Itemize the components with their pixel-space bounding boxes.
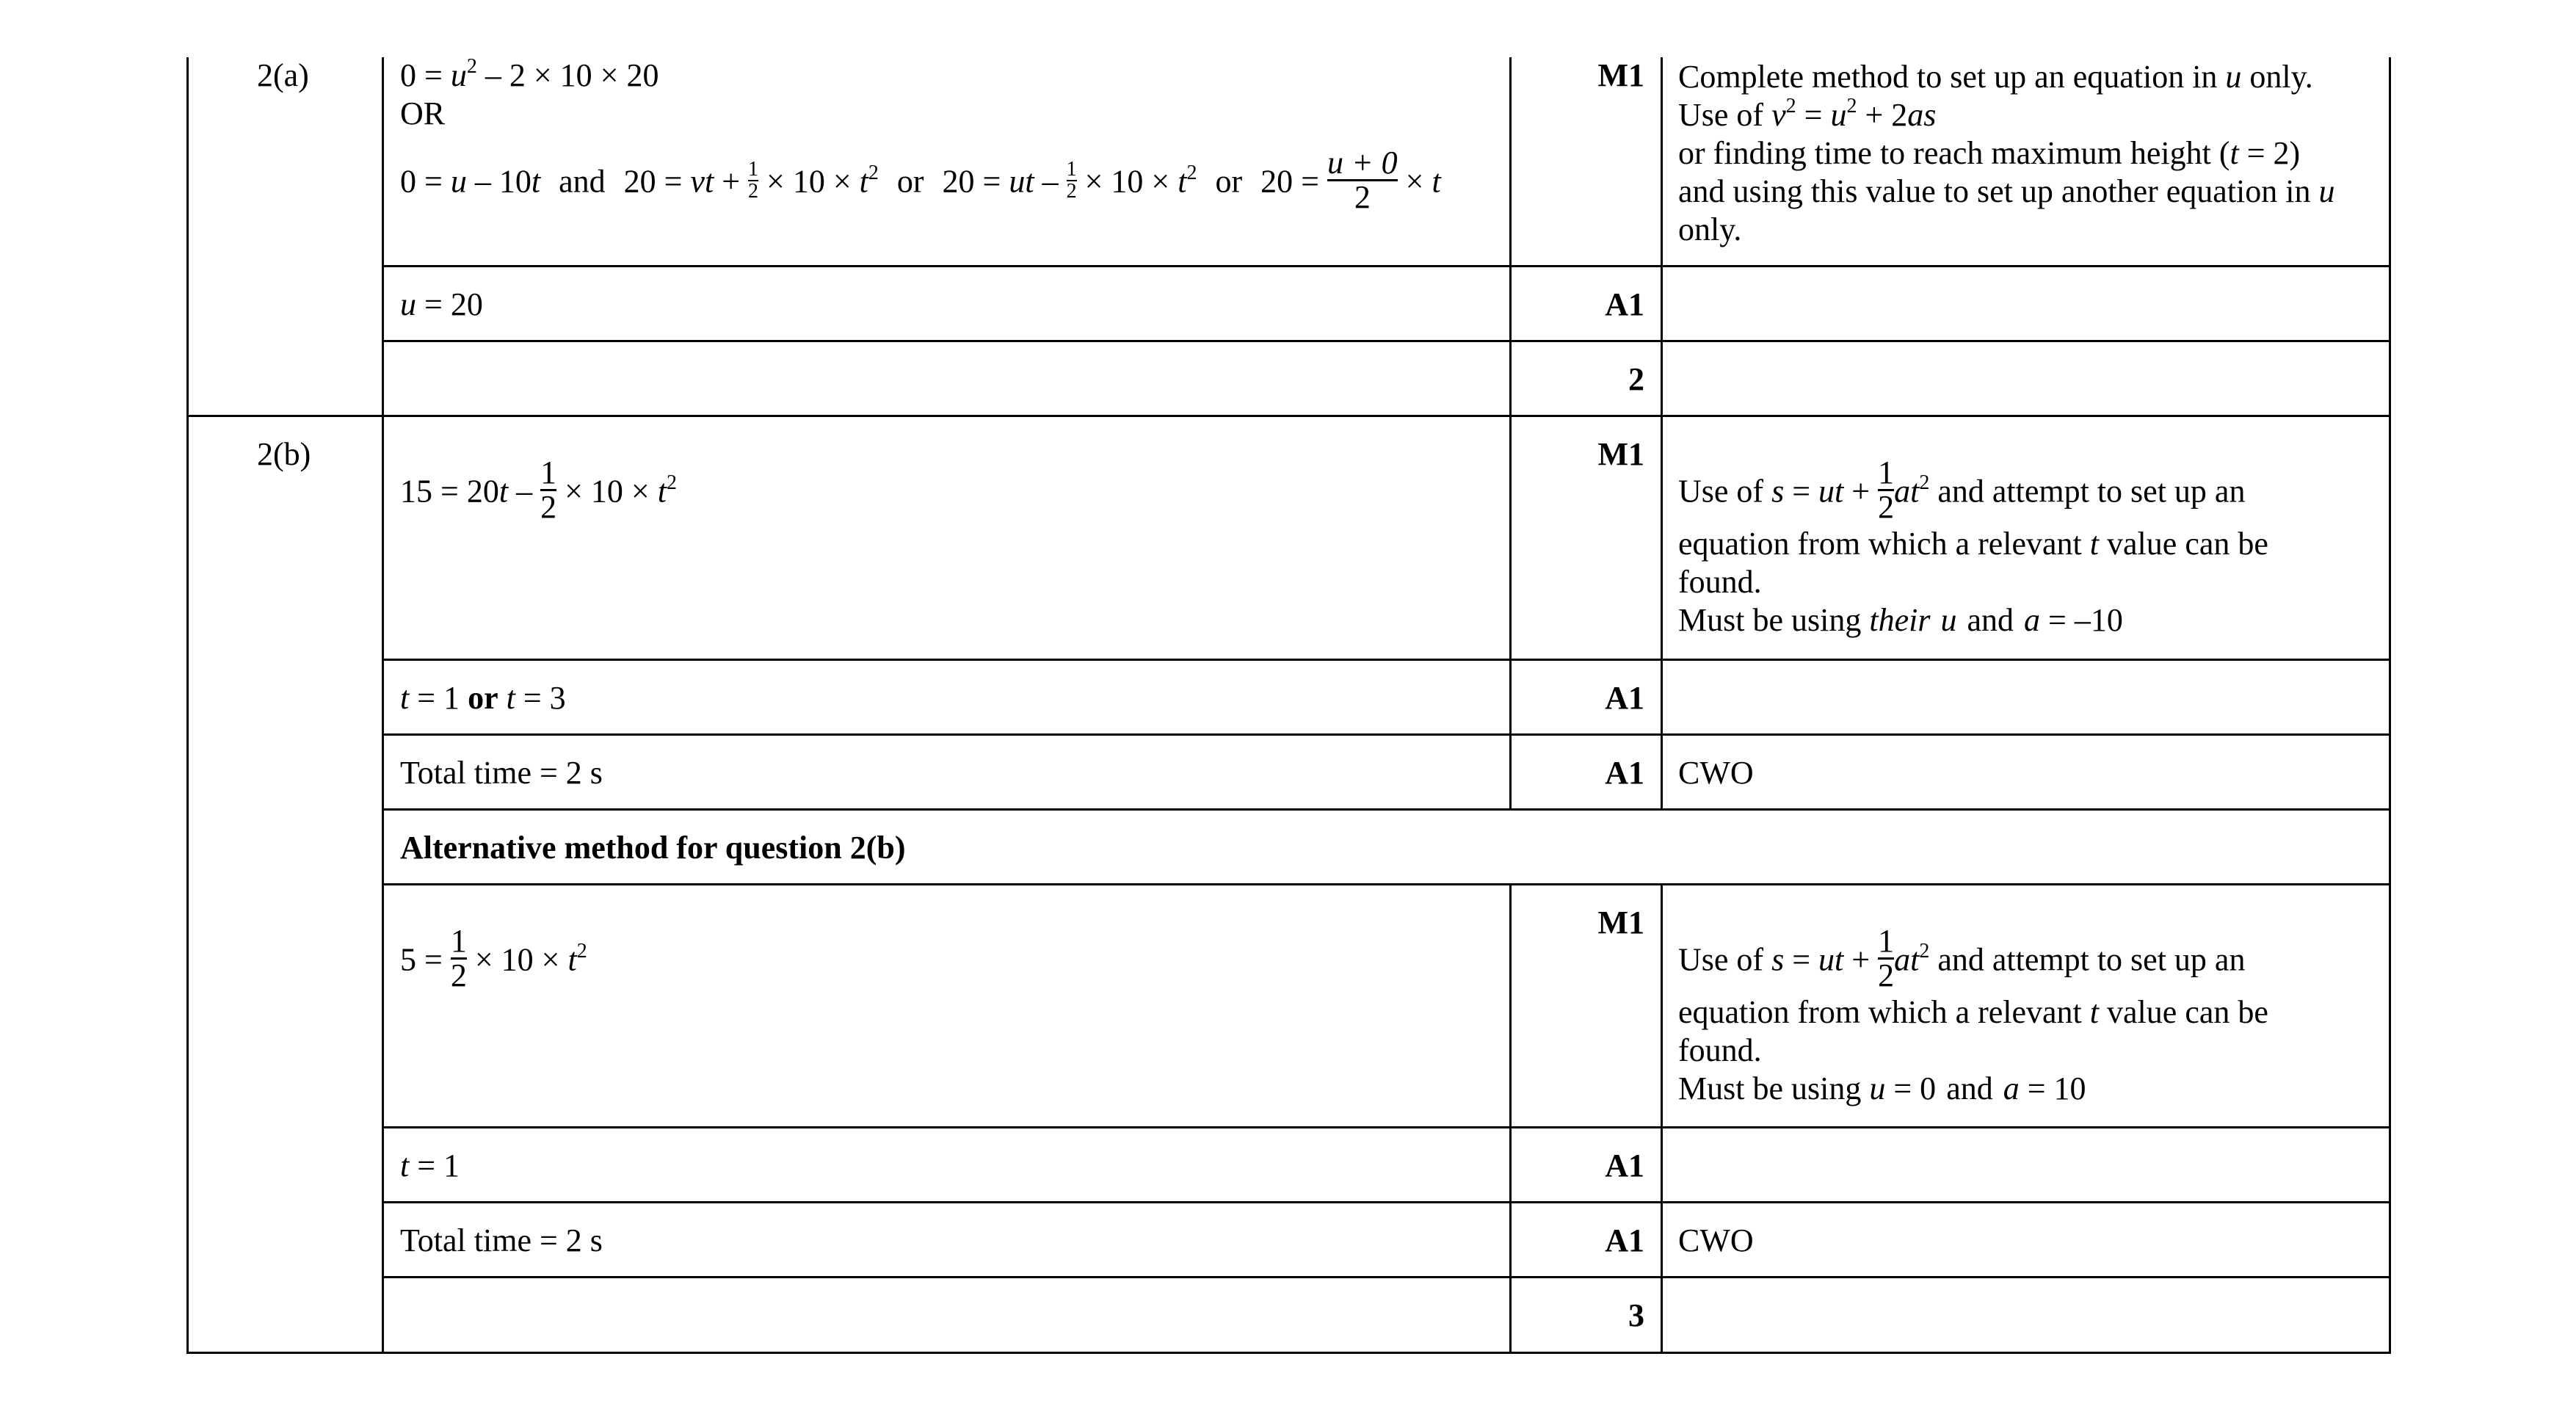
- working-2b-alt-total-time: Total time = 2 s: [400, 1222, 603, 1258]
- text: and attempt to set up an: [1929, 473, 2246, 510]
- vline-outer-right: [2389, 57, 2391, 1354]
- text: Must be using: [1678, 1070, 1870, 1106]
- text: =: [1784, 941, 1819, 978]
- guidance-2a-line4: [1678, 172, 2335, 211]
- fraction: [748, 159, 758, 202]
- hline-9: [382, 1201, 2391, 1203]
- alternative-method-heading: Alternative method for question 2(b): [400, 830, 906, 866]
- text: – 2 × 10 × 20: [476, 57, 659, 93]
- text: = 10: [2019, 1070, 2086, 1106]
- hline-5: [382, 733, 2391, 736]
- text: +: [1843, 941, 1879, 978]
- hline-1: [382, 265, 2391, 267]
- text: Use of: [1678, 97, 1772, 133]
- hline-8: [382, 1126, 2391, 1128]
- var: t: [1432, 163, 1441, 200]
- guidance-2b-alt-cwo: CWO: [1678, 1222, 1754, 1258]
- text: = 20: [416, 286, 483, 322]
- text: or: [1215, 163, 1243, 200]
- text: = 1: [409, 1148, 460, 1184]
- working-2b-alt-equation: [400, 923, 587, 996]
- mark-2b-a1-total: A1: [1605, 755, 1644, 791]
- text: 20 =: [1260, 163, 1327, 200]
- hline-3: [186, 415, 2391, 417]
- text: =: [1784, 473, 1819, 510]
- text: or: [896, 163, 924, 200]
- working-2b-equation: [400, 454, 677, 528]
- text: or finding time to reach maximum height (: [1678, 135, 2230, 171]
- text: only.: [2241, 59, 2313, 95]
- hline-bottom: [186, 1352, 2391, 1354]
- text: = –10: [2040, 602, 2123, 638]
- text: = 2): [2238, 135, 2301, 171]
- working-2a-equations: [400, 145, 1441, 218]
- numerator: 1: [1878, 923, 1895, 959]
- var: t: [400, 1148, 410, 1184]
- var: u: [2318, 173, 2335, 209]
- var: u: [1940, 602, 1957, 638]
- var: a: [2024, 602, 2040, 638]
- vline-mark-left-a: [1509, 57, 1512, 811]
- guidance-2b-alt-line2: [1678, 993, 2268, 1032]
- text: +: [1843, 473, 1879, 510]
- mark-2b-alt-m1: M1: [1597, 905, 1644, 941]
- fraction: [1878, 454, 1895, 525]
- numerator: u + 0: [1327, 145, 1398, 181]
- var: t: [567, 941, 577, 978]
- var: t: [498, 473, 509, 510]
- var: t: [531, 163, 541, 200]
- guidance-2b-line1: [1678, 454, 2246, 528]
- text: and attempt to set up an: [1929, 941, 2246, 978]
- exponent: 2: [466, 55, 477, 78]
- text: =: [1796, 97, 1831, 133]
- working-2a-answer: [400, 285, 483, 324]
- denominator: 2: [1878, 957, 1895, 993]
- mark-2a-total: 2: [1628, 361, 1644, 397]
- vline-guidance-left-a: [1661, 57, 1663, 811]
- fraction: [1067, 159, 1077, 202]
- numerator: 1: [1066, 157, 1077, 181]
- exponent: 2: [666, 471, 677, 494]
- mark-2b-m1: M1: [1597, 436, 1644, 472]
- text: –: [1034, 163, 1067, 200]
- var: v: [1771, 97, 1786, 133]
- text: 15 = 20: [400, 473, 499, 510]
- denominator: 2: [540, 489, 557, 525]
- text: + 2: [1857, 97, 1908, 133]
- denominator: 2: [1327, 179, 1398, 214]
- denominator: 2: [1878, 489, 1895, 525]
- mark-2a-m1: M1: [1597, 57, 1644, 93]
- text: Use of: [1678, 473, 1772, 510]
- text: 20 =: [942, 163, 1009, 200]
- var: u: [1869, 1070, 1886, 1106]
- text: and: [559, 163, 606, 200]
- hline-2: [382, 340, 2391, 342]
- text: Use of: [1678, 941, 1772, 978]
- question-label-2b: 2(b): [257, 436, 311, 472]
- guidance-2b-line4: [1678, 601, 2123, 639]
- text: and: [1967, 602, 2014, 638]
- exponent: 2: [576, 939, 587, 963]
- var: t: [657, 473, 667, 510]
- mark-2a-a1: A1: [1605, 286, 1644, 322]
- hline-4: [382, 659, 2391, 661]
- working-2a-or: OR: [400, 95, 446, 131]
- var: as: [1907, 97, 1937, 133]
- text: Must be using: [1678, 602, 1870, 638]
- var: t: [2089, 526, 2100, 562]
- mark-2b-alt-a1-root: A1: [1605, 1148, 1644, 1184]
- text: 0 =: [400, 57, 451, 93]
- text: = 0: [1885, 1070, 1937, 1106]
- exponent: 2: [868, 161, 879, 184]
- mark-2b-alt-a1-total: A1: [1605, 1222, 1644, 1258]
- var: t: [2089, 994, 2100, 1030]
- text: +: [714, 163, 749, 200]
- denominator: 2: [450, 957, 467, 993]
- text: and: [1946, 1070, 1993, 1106]
- guidance-2a-line1: [1678, 57, 2313, 96]
- var: u: [450, 163, 467, 200]
- guidance-2b-alt-line1: [1678, 923, 2246, 996]
- var: s: [1771, 941, 1785, 978]
- fraction: [451, 925, 467, 992]
- var: at: [1894, 473, 1920, 510]
- text: – 10: [466, 163, 531, 200]
- text-bold: or: [468, 680, 498, 716]
- guidance-2b-alt-line4: [1678, 1069, 2086, 1108]
- var: s: [1771, 473, 1785, 510]
- fraction: [540, 454, 557, 525]
- guidance-2a-line5: only.: [1678, 211, 1742, 247]
- text-italic: their: [1869, 602, 1931, 638]
- working-2b-alt-root: [400, 1146, 460, 1185]
- numerator: 1: [748, 157, 759, 181]
- vline-outer-left: [186, 57, 189, 1354]
- text: × 10 ×: [758, 163, 860, 200]
- text: value can be: [2099, 526, 2268, 562]
- var: u: [400, 286, 416, 322]
- working-2a-line1: [400, 56, 658, 99]
- text: × 10 ×: [1076, 163, 1178, 200]
- exponent: 2: [1919, 471, 1930, 494]
- var-u: u: [450, 57, 467, 93]
- exponent: 2: [1186, 161, 1197, 184]
- var: ut: [1009, 163, 1034, 200]
- text: equation from which a relevant: [1678, 994, 2090, 1030]
- text: –: [508, 473, 541, 510]
- var: a: [2003, 1070, 2020, 1106]
- var: vt: [690, 163, 714, 200]
- text: = 3: [515, 680, 566, 716]
- var: t: [2229, 135, 2239, 171]
- text: × 10 ×: [556, 473, 658, 510]
- var: t: [1178, 163, 1187, 200]
- var: u: [2225, 59, 2242, 95]
- var: t: [400, 680, 410, 716]
- mark-2b-total: 3: [1628, 1297, 1644, 1333]
- numerator: 1: [450, 923, 467, 959]
- text: ×: [1397, 163, 1432, 200]
- numerator: 1: [1878, 454, 1895, 490]
- fraction: [1327, 147, 1398, 214]
- guidance-2b-cwo: CWO: [1678, 755, 1754, 791]
- guidance-2b-alt-line3: found.: [1678, 1032, 1762, 1068]
- text: × 10 ×: [466, 941, 568, 978]
- question-label-2a: 2(a): [257, 57, 309, 93]
- exponent: 2: [1919, 939, 1930, 963]
- guidance-2b-line2: [1678, 524, 2268, 563]
- vline-working-left: [382, 57, 384, 1354]
- hline-6: [382, 808, 2391, 811]
- text: value can be: [2099, 994, 2268, 1030]
- denominator: 2: [1066, 179, 1077, 203]
- hline-10: [382, 1276, 2391, 1278]
- var: at: [1894, 941, 1920, 978]
- denominator: 2: [748, 179, 759, 203]
- fraction: [1878, 925, 1894, 992]
- text: 5 =: [400, 941, 451, 978]
- vline-mark-left-b: [1509, 885, 1512, 1354]
- vline-guidance-left-b: [1661, 885, 1663, 1354]
- hline-7: [382, 883, 2391, 885]
- mark-2b-a1-roots: A1: [1605, 680, 1644, 716]
- guidance-2a-line2: Use of $v^2 = u^2 + 2as$: [1678, 95, 1937, 133]
- var: t: [498, 680, 515, 716]
- working-2b-roots: [400, 678, 566, 717]
- guidance-2a-line3: [1678, 134, 2300, 173]
- working-2b-total-time: Total time = 2 s: [400, 755, 603, 791]
- text: = 1: [409, 680, 468, 716]
- var: ut: [1818, 473, 1844, 510]
- guidance-2b-line3: found.: [1678, 564, 1762, 600]
- var: ut: [1818, 941, 1844, 978]
- text: equation from which a relevant: [1678, 526, 2090, 562]
- text: 0 =: [400, 163, 451, 200]
- text: Complete method to set up an equation in: [1678, 59, 2226, 95]
- text: 20 =: [623, 163, 691, 200]
- var: t: [859, 163, 868, 200]
- text: and using this value to set up another equation in: [1678, 173, 2319, 209]
- numerator: 1: [540, 454, 557, 490]
- var: u: [1830, 97, 1847, 133]
